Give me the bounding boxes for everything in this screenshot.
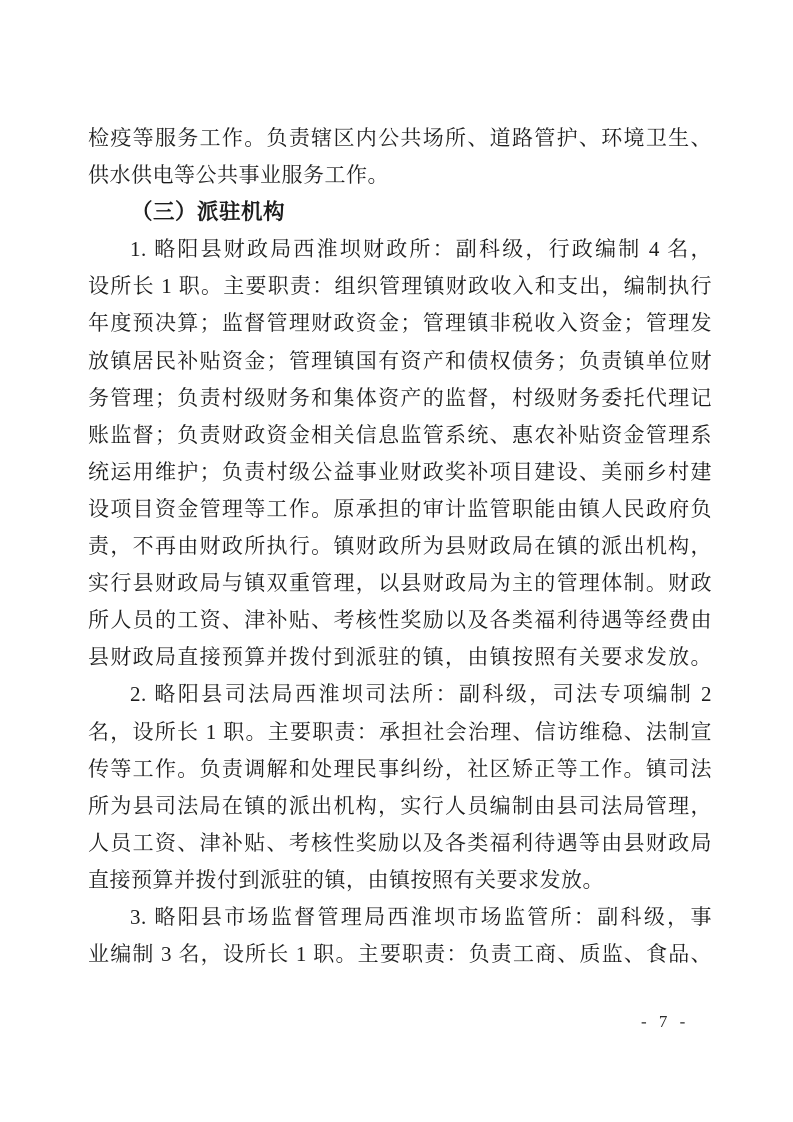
text-line: 1. 略阳县财政局西淮坝财政所：副科级，行政编制 4 名， (130, 237, 712, 262)
paragraph-finance-office (88, 231, 712, 676)
text-line: 统运用维护；负责村级公益事业财政奖补项目建设、美丽乡村建 (88, 459, 712, 484)
paragraph-market-supervision-office (88, 899, 712, 973)
text-line: 责，不再由财政所执行。镇财政所为县财政局在镇的派出机构， (88, 534, 712, 559)
section-heading: （三）派驻机构 (131, 200, 286, 225)
text-line: 所人员的工资、津补贴、考核性奖励以及各类福利待遇等经费由 (88, 608, 712, 633)
text-line: 供水供电等公共事业服务工作。 (88, 163, 389, 188)
text-line: 所为县司法局在镇的派出机构，实行人员编制由县司法局管理， (88, 793, 712, 818)
text-line: 设项目资金管理等工作。原承担的审计监管职能由镇人民政府负 (88, 496, 712, 521)
text-line: 直接预算并拨付到派驻的镇，由镇按照有关要求发放。 (88, 867, 604, 892)
text-line: 检疫等服务工作。负责辖区内公共场所、道路管护、环境卫生、 (88, 126, 712, 150)
paragraph-continued-from-previous-page (88, 120, 712, 194)
text-line: 2. 略阳县司法局西淮坝司法所：副科级，司法专项编制 2 (130, 682, 712, 707)
paragraph-justice-office (88, 676, 712, 899)
text-line: 年度预决算；监督管理财政资金；管理镇非税收入资金；管理发 (88, 311, 712, 336)
text-line: 实行县财政局与镇双重管理，以县财政局为主的管理体制。财政 (88, 571, 712, 596)
text-line: 人员工资、津补贴、考核性奖励以及各类福利待遇等由县财政局 (88, 830, 712, 855)
text-line: 3. 略阳县市场监督管理局西淮坝市场监管所：副科级，事 (130, 904, 712, 929)
text-line: 放镇居民补贴资金；管理镇国有资产和债权债务；负责镇单位财 (88, 348, 712, 373)
text-line: 设所长 1 职。主要职责：组织管理镇财政收入和支出，编制执行 (88, 274, 712, 299)
text-line: 业编制 3 名，设所长 1 职。主要职责：负责工商、质监、食品、 (88, 942, 712, 967)
text-line: 名，设所长 1 职。主要职责：承担社会治理、信访维稳、法制宣 (88, 719, 712, 744)
page-number: - 7 - (641, 1012, 690, 1031)
document-text-block (88, 120, 712, 973)
text-line: 务管理；负责村级财务和集体资产的监督，村级财务委托代理记 (88, 385, 712, 410)
text-line: 账监督；负责财政资金相关信息监管系统、惠农补贴资金管理系 (88, 422, 712, 447)
text-line: 传等工作。负责调解和处理民事纠纷，社区矫正等工作。镇司法 (88, 756, 712, 781)
text-line: 县财政局直接预算并拨付到派驻的镇，由镇按照有关要求发放。 (88, 645, 712, 670)
